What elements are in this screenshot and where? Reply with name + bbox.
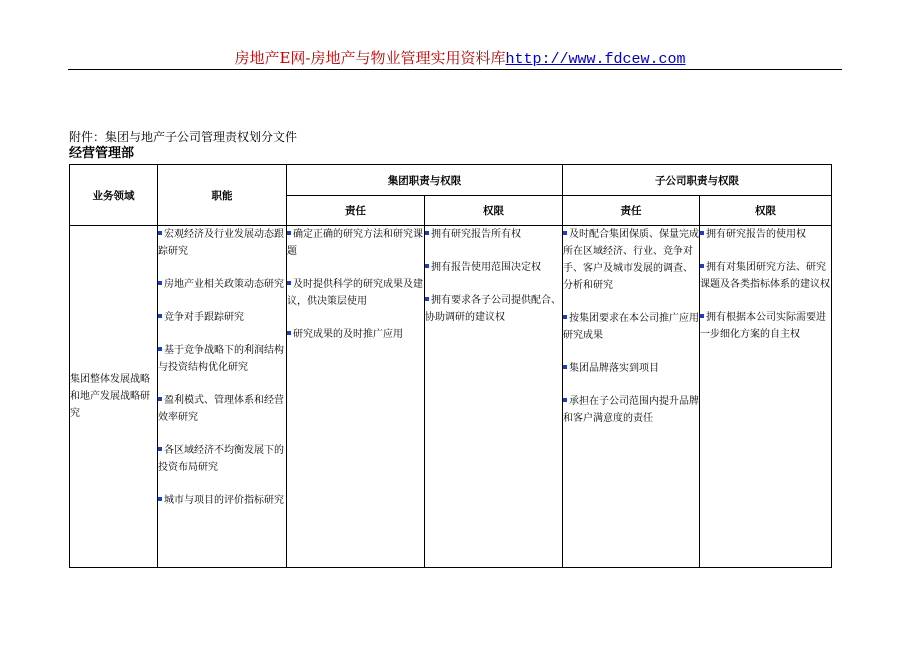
site-url-link[interactable]: http://www.fdcew.com: [505, 51, 686, 68]
header-row-1: [70, 165, 832, 196]
bullet-icon: [158, 231, 162, 235]
sub-authority-cell: [700, 226, 832, 568]
bullet-icon: [425, 231, 429, 235]
list-item: 集团品牌落实到项目: [563, 360, 699, 377]
header-function: 职能: [158, 165, 287, 226]
table-row: [70, 226, 832, 568]
bullet-icon: [158, 447, 162, 451]
list-item: 按集团要求在本公司推广应用研究成果: [563, 313, 699, 341]
header-group-authority: 权限: [425, 196, 563, 226]
functions-cell: [158, 226, 287, 568]
bullet-icon: [158, 281, 162, 285]
list-item: 确定正确的研究方法和研究课题: [287, 229, 423, 257]
list-item: 基于竞争战略下的利润结构与投资结构优化研究: [158, 345, 284, 373]
list-item: 拥有研究报告的使用权: [700, 226, 831, 243]
page-header: [0, 50, 920, 68]
list-item: 及时提供科学的研究成果及建议，供决策层使用: [287, 279, 423, 307]
bullet-icon: [563, 365, 567, 369]
bullet-icon: [700, 264, 704, 268]
list-item: 宏观经济及行业发展动态跟踪研究: [158, 229, 284, 257]
bullet-icon: [287, 281, 291, 285]
list-item: 城市与项目的评价指标研究: [158, 492, 286, 509]
header-area: 业务领域: [70, 165, 158, 226]
list-item: 承担在子公司范围内提升品牌和客户满意度的责任: [563, 396, 699, 424]
bullet-icon: [287, 231, 291, 235]
list-item: 拥有研究报告所有权: [425, 226, 562, 243]
responsibility-table: [69, 164, 832, 568]
bullet-icon: [425, 297, 429, 301]
header-group: 集团职责与权限: [287, 165, 563, 196]
bullet-icon: [425, 264, 429, 268]
list-item: 及时配合集团保质、保量完成所在区域经济、行业、竞争对手、客户及城市发展的调查、分析和研究: [563, 229, 699, 291]
list-item: 拥有根据本公司实际需要进一步细化方案的自主权: [700, 312, 826, 340]
bullet-icon: [158, 314, 162, 318]
header-group-responsibility: 责任: [287, 196, 425, 226]
group-authority-cell: [425, 226, 563, 568]
bullet-icon: [563, 398, 567, 402]
bullet-icon: [700, 231, 704, 235]
list-item: 各区域经济不均衡发展下的投资布局研究: [158, 445, 284, 473]
list-item: 竞争对手跟踪研究: [158, 309, 286, 326]
bullet-icon: [563, 315, 567, 319]
group-responsibility-cell: [287, 226, 425, 568]
document-title: 附件：集团与地产子公司管理责权划分文件: [69, 130, 298, 144]
list-item: 盈利模式、管理体系和经营效率研究: [158, 395, 284, 423]
bullet-icon: [563, 231, 567, 235]
list-item: 拥有要求各子公司提供配合、协助调研的建议权: [425, 295, 561, 323]
site-title: 房地产E网-房地产与物业管理实用资料库: [234, 49, 506, 67]
sub-responsibility-cell: [563, 226, 700, 568]
header-sub-authority: 权限: [700, 196, 832, 226]
header-rule: [68, 69, 842, 70]
business-area: 集团整体发展战略和地产发展战略研究: [70, 226, 158, 568]
header-sub-responsibility: 责任: [563, 196, 700, 226]
header-sub: 子公司职责与权限: [563, 165, 832, 196]
bullet-icon: [158, 497, 162, 501]
bullet-icon: [700, 314, 704, 318]
bullet-icon: [158, 397, 162, 401]
list-item: 研究成果的及时推广应用: [287, 326, 424, 343]
list-item: 拥有报告使用范围决定权: [425, 259, 562, 276]
list-item: 房地产业相关政策动态研究: [158, 276, 286, 293]
department-title: 经营管理部: [69, 146, 135, 161]
list-item: 拥有对集团研究方法、研究课题及各类指标体系的建议权: [700, 262, 830, 290]
bullet-icon: [158, 347, 162, 351]
bullet-icon: [287, 331, 291, 335]
